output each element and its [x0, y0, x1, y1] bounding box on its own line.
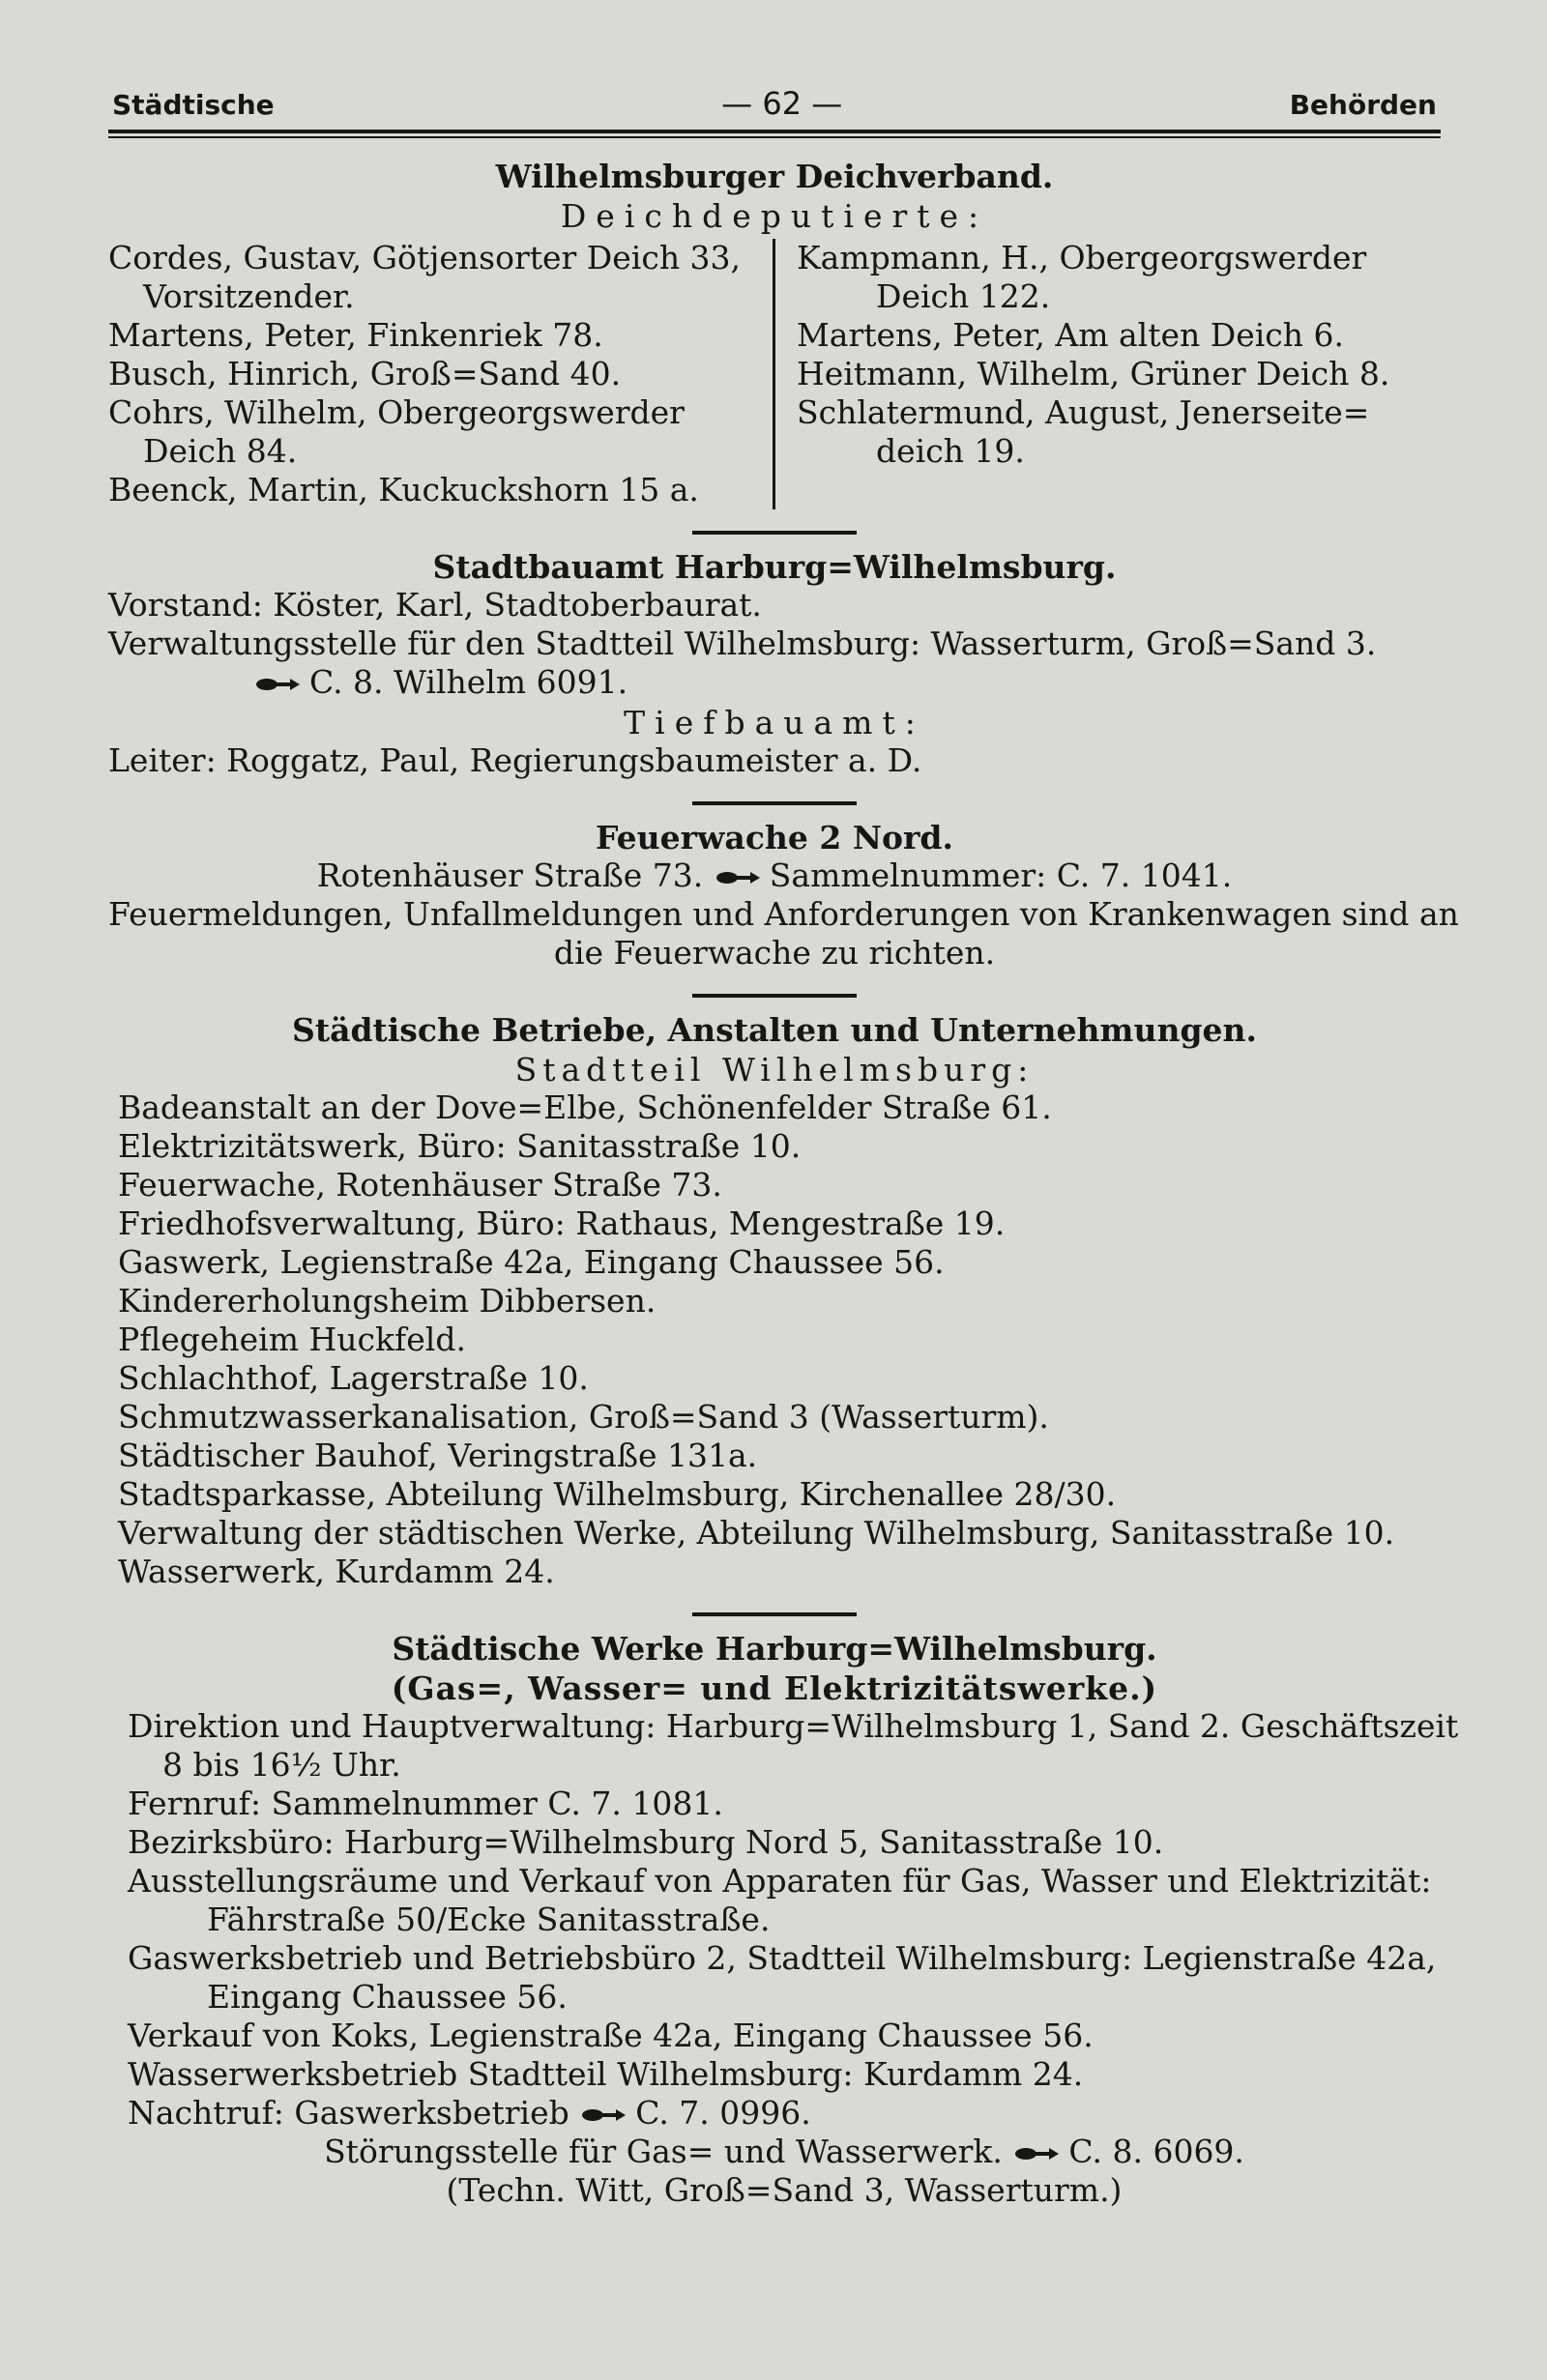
page-header: [108, 85, 1441, 122]
subtitle-stadtteil: Stadtteil Wilhelmsburg:: [514, 1051, 1035, 1088]
tiefbauamt-leiter: Leiter: Roggatz, Paul, Regierungsbaumeister a. D.: [108, 741, 922, 779]
stadtbauamt-vorstand: Vorstand: Köster, Karl, Stadtoberbaurat.: [108, 586, 762, 624]
deich-entry: Heitmann, Wilhelm, Grüner Deich 8.: [797, 355, 1390, 392]
werke-details: [128, 1707, 1459, 2210]
telephone-icon: [715, 871, 760, 885]
page-number: — 62 —: [721, 85, 843, 122]
list-item: Feuerwache, Rotenhäuser Straße 73.: [118, 1166, 722, 1204]
deich-entry: Deich 122.: [876, 277, 1051, 315]
list-item: Schmutzwasserkanalisation, Groß=Sand 3 (Wasserturm).: [118, 1398, 1049, 1436]
list-item: Schlachthof, Lagerstraße 10.: [118, 1359, 589, 1397]
werke-direktion: 8 bis 16½ Uhr.: [162, 1746, 401, 1784]
deich-entry: Vorsitzender.: [143, 277, 355, 315]
header-rule: [108, 130, 1441, 133]
list-item: Gaswerk, Legienstraße 42a, Eingang Chaussee 56.: [118, 1243, 945, 1281]
list-item: Stadtsparkasse, Abteilung Wilhelmsburg, Kirchenallee 28/30.: [118, 1475, 1117, 1513]
deich-entry: Cohrs, Wilhelm, Obergeorgswerder: [108, 393, 685, 431]
list-item: Verwaltung der städtischen Werke, Abteilung Wilhelmsburg, Sanitasstraße 10.: [118, 1514, 1395, 1552]
deich-right-column: [775, 239, 1441, 509]
header-left: Städtische: [112, 89, 275, 121]
list-item: Badeanstalt an der Dove=Elbe, Schönenfelder Straße 61.: [118, 1088, 1052, 1126]
deich-columns: [108, 239, 1441, 509]
subtitle-werke: (Gas=, Wasser= und Elektrizitätswerke.): [391, 1669, 1158, 1707]
section-divider: [692, 1612, 857, 1616]
werke-direktion: Direktion und Hauptverwaltung: Harburg=Wilhelmsburg 1, Sand 2. Geschäftszeit: [128, 1707, 1459, 1745]
feuerwache-note: die Feuerwache zu richten.: [553, 934, 996, 972]
werke-stoerung-line: [128, 2133, 1441, 2171]
deich-entry: Martens, Peter, Finkenriek 78.: [108, 316, 603, 354]
werke-bezirk: Bezirksbüro: Harburg=Wilhelmsburg Nord 5, Sanitasstraße 10.: [128, 1823, 1164, 1861]
deich-entry: Kampmann, H., Obergeorgswerder: [797, 239, 1367, 276]
werke-wasser: Wasserwerksbetrieb Stadtteil Wilhelmsburg: Kurdamm 24.: [128, 2055, 1084, 2093]
subtitle-deichdeputierte: Deichdeputierte:: [560, 197, 989, 235]
werke-techn: (Techn. Witt, Groß=Sand 3, Wasserturm.): [446, 2171, 1123, 2209]
subtitle-tiefbauamt: Tiefbauamt:: [624, 704, 925, 741]
section-title-stadtbauamt: Stadtbauamt Harburg=Wilhelmsburg.: [432, 548, 1117, 586]
stadtbauamt-verwaltung: Verwaltungsstelle für den Stadtteil Wilhelmsburg: Wasserturm, Groß=Sand 3.: [108, 624, 1377, 662]
werke-fernruf: Fernruf: Sammelnummer C. 7. 1081.: [128, 1785, 723, 1822]
telephone-icon: [581, 2108, 626, 2122]
list-item: Städtischer Bauhof, Veringstraße 131a.: [118, 1437, 758, 1474]
werke-ausstellung: Fährstraße 50/Ecke Sanitasstraße.: [207, 1901, 771, 1938]
feuerwache-address: Rotenhäuser Straße 73.: [316, 856, 704, 894]
werke-gaswerk: Gaswerksbetrieb und Betriebsbüro 2, Stadtteil Wilhelmsburg: Legienstraße 42a,: [128, 1939, 1437, 1977]
section-divider: [692, 801, 857, 805]
header-right: Behörden: [1289, 89, 1437, 121]
werke-gaswerk: Eingang Chaussee 56.: [207, 1978, 568, 2016]
deich-entry: Cordes, Gustav, Götjensorter Deich 33,: [108, 239, 742, 276]
feuerwache-phone: Sammelnummer: C. 7. 1041.: [769, 856, 1233, 894]
list-item: Friedhofsverwaltung, Büro: Rathaus, Mengestraße 19.: [118, 1205, 1006, 1242]
deich-entry: deich 19.: [876, 432, 1025, 470]
section-title-werke: Städtische Werke Harburg=Wilhelmsburg.: [392, 1630, 1157, 1668]
deich-entry: Martens, Peter, Am alten Deich 6.: [797, 316, 1344, 354]
deich-entry: Deich 84.: [143, 432, 298, 470]
header-rule-thin: [108, 136, 1441, 138]
list-item: Kindererholungsheim Dibbersen.: [118, 1282, 657, 1320]
stadtbauamt-phone-line: [108, 663, 1441, 702]
section-divider: [692, 994, 857, 998]
telephone-icon: [255, 678, 300, 691]
werke-stoerung-phone: C. 8. 6069.: [1068, 2133, 1244, 2170]
list-item: Pflegeheim Huckfeld.: [118, 1321, 466, 1358]
feuerwache-note: Feuermeldungen, Unfallmeldungen und Anforderungen von Krankenwagen sind an: [108, 895, 1459, 933]
deich-entry: Busch, Hinrich, Groß=Sand 40.: [108, 355, 622, 392]
deich-entry: Schlatermund, August, Jenerseite=: [797, 393, 1370, 431]
deich-entry: Beenck, Martin, Kuckuckshorn 15 a.: [108, 471, 699, 508]
list-item: Wasserwerk, Kurdamm 24.: [118, 1553, 555, 1590]
feuerwache-address-line: [108, 856, 1441, 895]
section-title-feuerwache: Feuerwache 2 Nord.: [596, 819, 953, 856]
werke-ausstellung: Ausstellungsräume und Verkauf von Apparaten für Gas, Wasser und Elektrizität:: [128, 1862, 1432, 1900]
list-item: Elektrizitätswerk, Büro: Sanitasstraße 10.: [118, 1127, 802, 1165]
deich-left-column: [108, 239, 775, 509]
werke-nachtruf: Nachtruf: Gaswerksbetrieb: [128, 2094, 569, 2132]
werke-nachtruf-line: [128, 2094, 1441, 2133]
betriebe-list: [118, 1088, 1441, 1591]
werke-koks: Verkauf von Koks, Legienstraße 42a, Eingang Chaussee 56.: [128, 2017, 1094, 2054]
stadtbauamt-phone: C. 8. Wilhelm 6091.: [309, 663, 628, 701]
section-title-betriebe: Städtische Betriebe, Anstalten und Unternehmungen.: [292, 1011, 1257, 1049]
werke-stoerung: Störungsstelle für Gas= und Wasserwerk.: [324, 2133, 1003, 2170]
werke-nachtruf-phone: C. 7. 0996.: [635, 2094, 811, 2132]
telephone-icon: [1014, 2147, 1059, 2161]
section-divider: [692, 531, 857, 535]
section-title-deichverband: Wilhelmsburger Deichverband.: [495, 158, 1054, 195]
